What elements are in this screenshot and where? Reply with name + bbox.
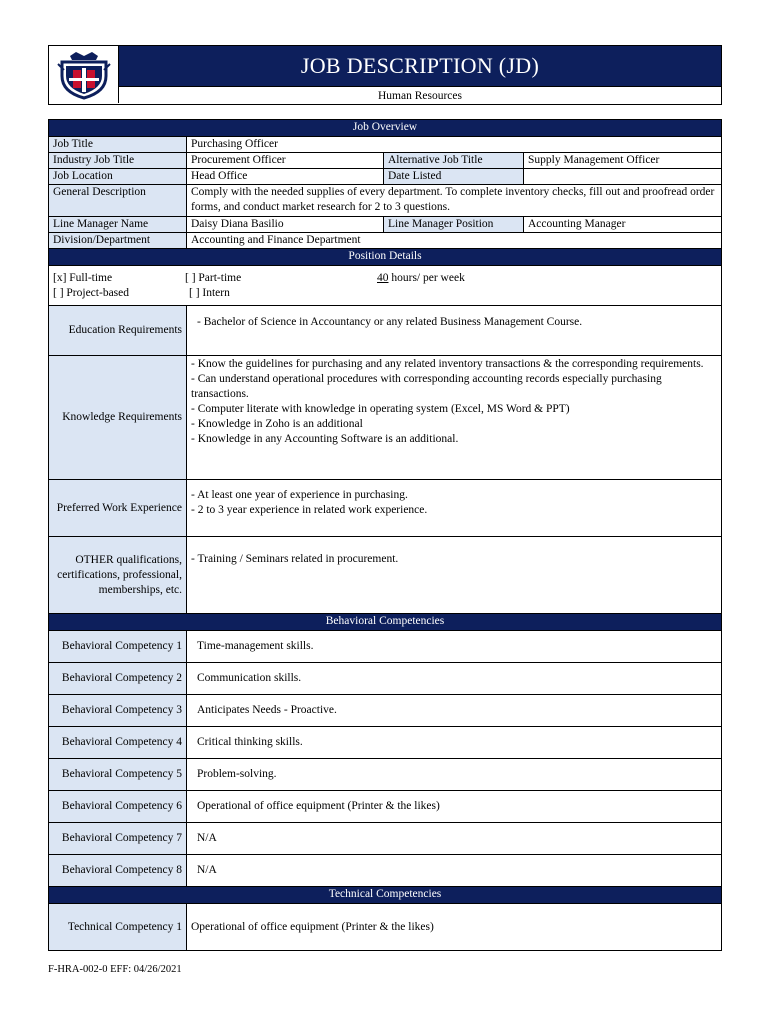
division-label: Division/Department	[49, 233, 187, 249]
section-position-details: Position Details	[49, 249, 722, 266]
experience-list	[187, 480, 722, 537]
experience-label: Preferred Work Experience	[49, 480, 187, 537]
job-title-label: Job Title	[49, 137, 187, 153]
date-listed-label: Date Listed	[384, 169, 524, 185]
section-behavioral-competencies: Behavioral Competencies	[49, 614, 722, 631]
behavioral-competency-label: Behavioral Competency 4	[49, 727, 187, 759]
knowledge-item: - Computer literate with knowledge in operating system (Excel, MS Word & PPT)	[191, 403, 570, 415]
general-description-label: General Description	[49, 185, 187, 217]
job-title-value: Purchasing Officer	[187, 137, 722, 153]
industry-title-label: Industry Job Title	[49, 153, 187, 169]
department-subtitle: Human Resources	[119, 86, 721, 104]
behavioral-competency-value: Critical thinking skills.	[187, 727, 722, 759]
industry-title-value: Procurement Officer	[187, 153, 384, 169]
employment-type-cell	[49, 266, 722, 306]
behavioral-competency-value: N/A	[187, 855, 722, 887]
behavioral-competency-label: Behavioral Competency 8	[49, 855, 187, 887]
behavioral-competency-value: Problem-solving.	[187, 759, 722, 791]
line-manager-position-label: Line Manager Position	[384, 217, 524, 233]
knowledge-item: - Can understand operational procedures with corresponding accounting records especially purchasing transactions.	[191, 373, 662, 400]
job-location-label: Job Location	[49, 169, 187, 185]
alternative-title-label: Alternative Job Title	[384, 153, 524, 169]
document-header	[48, 45, 722, 105]
behavioral-competency-value: Time-management skills.	[187, 631, 722, 663]
line-manager-position-value: Accounting Manager	[524, 217, 722, 233]
behavioral-competency-label: Behavioral Competency 6	[49, 791, 187, 823]
behavioral-competency-value: Anticipates Needs - Proactive.	[187, 695, 722, 727]
hours-value: 40	[377, 271, 389, 284]
general-description-value: Comply with the needed supplies of every department. To complete inventory checks, fill out and proofread order forms, and conduct market research for 2 to 3 questions.	[187, 185, 722, 217]
intern-checkbox[interactable]: [ ] Intern	[189, 286, 230, 299]
other-qualifications-label: OTHER qualifications, certifications, professional, memberships, etc.	[49, 537, 187, 614]
behavioral-competency-value: N/A	[187, 823, 722, 855]
date-listed-value	[524, 169, 722, 185]
hours-per-week	[377, 271, 465, 286]
technical-competency-label: Technical Competency 1	[49, 904, 187, 951]
form-code-footer: F-HRA-002-0 EFF: 04/26/2021	[48, 964, 182, 975]
knowledge-label: Knowledge Requirements	[49, 356, 187, 480]
alternative-title-value: Supply Management Officer	[524, 153, 722, 169]
behavioral-competency-label: Behavioral Competency 2	[49, 663, 187, 695]
line-manager-label: Line Manager Name	[49, 217, 187, 233]
line-manager-value: Daisy Diana Basilio	[187, 217, 384, 233]
behavioral-competency-label: Behavioral Competency 3	[49, 695, 187, 727]
experience-item: - 2 to 3 year experience in related work experience.	[191, 504, 428, 516]
education-value: - Bachelor of Science in Accountancy or any related Business Management Course.	[187, 306, 722, 356]
education-label: Education Requirements	[49, 306, 187, 356]
knowledge-item: - Know the guidelines for purchasing and any related inventory transactions & the corresponding requirements.	[191, 358, 704, 370]
fulltime-checkbox[interactable]: [x] Full-time	[53, 271, 113, 284]
behavioral-competency-value: Communication skills.	[187, 663, 722, 695]
hours-suffix: hours/ per week	[388, 271, 465, 284]
division-value: Accounting and Finance Department	[187, 233, 722, 249]
section-job-overview: Job Overview	[49, 120, 722, 137]
crest-shield-icon	[49, 46, 119, 103]
behavioral-competency-value: Operational of office equipment (Printer & the likes)	[187, 791, 722, 823]
knowledge-list	[187, 356, 722, 480]
parttime-checkbox[interactable]: [ ] Part-time	[185, 271, 242, 284]
job-description-table	[48, 119, 722, 951]
job-location-value: Head Office	[187, 169, 384, 185]
knowledge-item: - Knowledge in Zoho is an additional	[191, 418, 363, 430]
experience-item: - At least one year of experience in purchasing.	[191, 489, 408, 501]
behavioral-competency-label: Behavioral Competency 1	[49, 631, 187, 663]
other-qualifications-value: - Training / Seminars related in procurement.	[187, 537, 722, 614]
project-based-checkbox[interactable]: [ ] Project-based	[53, 286, 129, 299]
behavioral-competency-label: Behavioral Competency 7	[49, 823, 187, 855]
section-technical-competencies: Technical Competencies	[49, 887, 722, 904]
technical-competency-value: Operational of office equipment (Printer & the likes)	[187, 904, 722, 951]
knowledge-item: - Knowledge in any Accounting Software is an additional.	[191, 433, 459, 445]
behavioral-competency-label: Behavioral Competency 5	[49, 759, 187, 791]
page-title: JOB DESCRIPTION (JD)	[119, 46, 721, 86]
